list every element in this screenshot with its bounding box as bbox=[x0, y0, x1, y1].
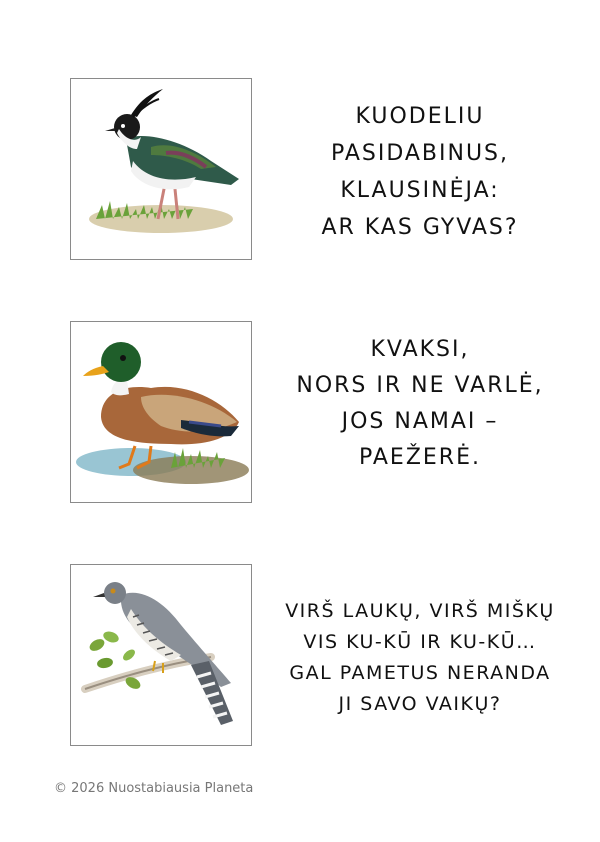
riddle-line: JI SAVO VAIKŲ? bbox=[338, 693, 502, 715]
riddle-line: PASIDABINUS, bbox=[330, 141, 510, 166]
riddle-text-duck bbox=[272, 332, 568, 476]
riddle-line: PAEŽERĖ. bbox=[359, 445, 481, 470]
copyright-footer: © 2026 Nuostabiausia Planeta bbox=[54, 781, 254, 796]
duck-image bbox=[70, 321, 252, 503]
riddle-line: NORS IR NE VARLĖ, bbox=[296, 373, 544, 398]
riddle-text-lapwing bbox=[272, 98, 568, 246]
riddle-text-cuckoo bbox=[272, 596, 568, 720]
cuckoo-image bbox=[70, 564, 252, 746]
mallard-duck-illustration-icon bbox=[71, 322, 251, 502]
riddle-line: AR KAS GYVAS? bbox=[321, 215, 519, 240]
lapwing-image bbox=[70, 78, 252, 260]
riddle-line: JOS NAMAI – bbox=[341, 409, 499, 434]
lapwing-illustration-icon bbox=[71, 79, 251, 259]
riddle-line: GAL PAMETUS NERANDA bbox=[289, 662, 551, 684]
riddle-line: KUODELIU bbox=[355, 104, 485, 129]
riddle-line: KLAUSINĖJA: bbox=[340, 178, 500, 203]
riddle-line: VIS KU-KŪ IR KU-KŪ… bbox=[303, 631, 537, 653]
cuckoo-illustration-icon bbox=[71, 565, 251, 745]
riddle-line: KVAKSI, bbox=[370, 337, 470, 362]
riddle-line: VIRŠ LAUKŲ, VIRŠ MIŠKŲ bbox=[285, 600, 555, 622]
